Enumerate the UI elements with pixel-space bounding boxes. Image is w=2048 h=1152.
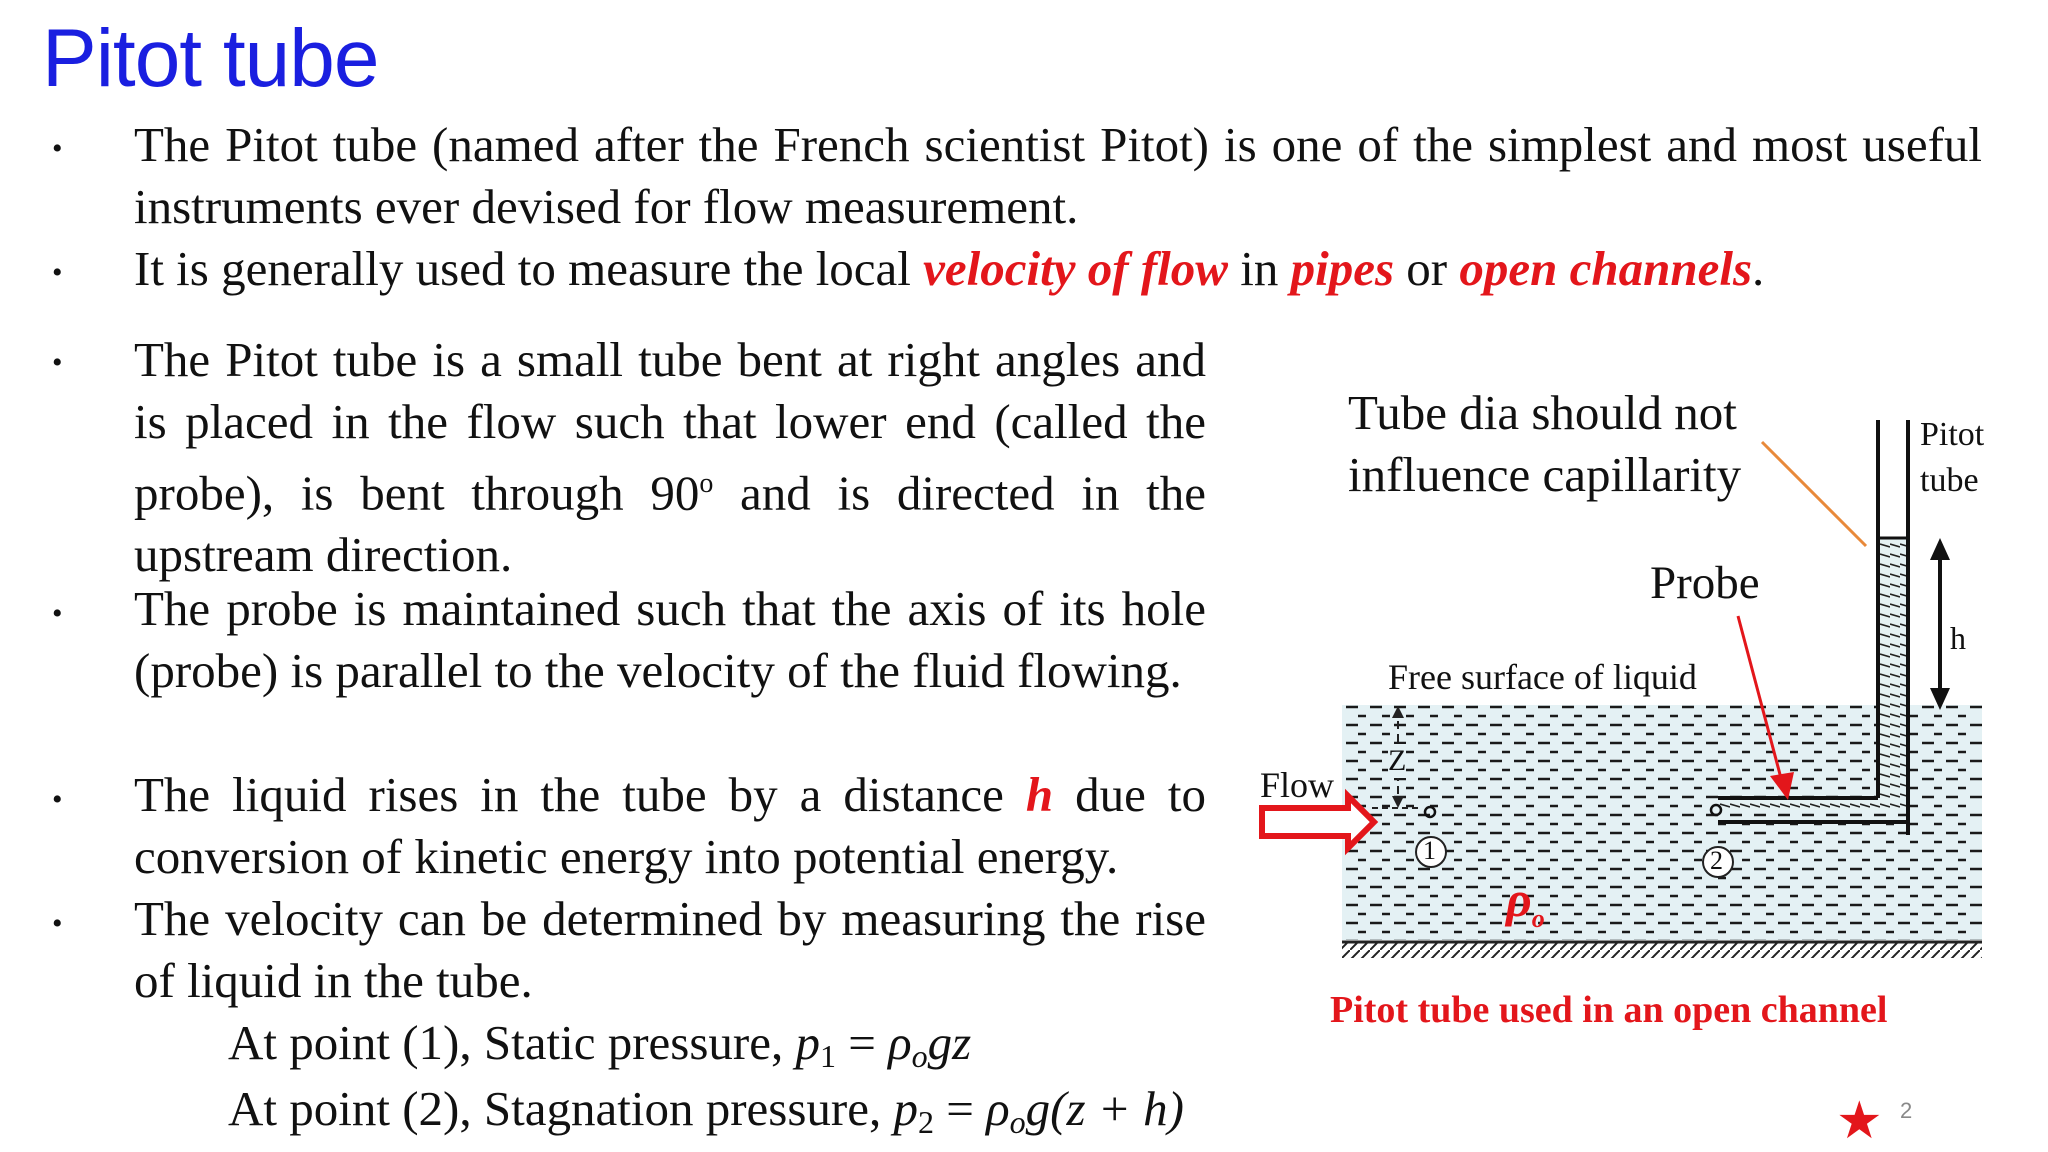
formula-label: At point (2), Stagnation pressure, xyxy=(228,1081,894,1136)
detail-paragraph-2: The probe is maintained such that the axis of its hole (probe) is parallel to the velocity of the fluid flowing. xyxy=(134,581,1206,698)
formula-subscript: 1 xyxy=(819,1038,836,1074)
free-surface-label: Free surface of liquid xyxy=(1388,657,1697,697)
bullet-marker: • xyxy=(52,597,63,630)
text-run: due to conversion of kinetic energy into potential energy. xyxy=(134,767,1206,884)
bullet-marker: • xyxy=(52,907,63,940)
capillarity-note-line-2: influence capillarity xyxy=(1348,447,1742,502)
text-run: The Pitot tube is a small tube bent at right angles and is placed in the flow such that lower end (called the probe), is bent through 90 xyxy=(134,332,1206,521)
formula-symbol: ρ xyxy=(888,1015,912,1070)
highlight-velocity: velocity of flow xyxy=(923,241,1228,296)
highlight-open-channels: open channels xyxy=(1459,241,1753,296)
formula-symbol: g(z + h) xyxy=(1025,1081,1184,1136)
formula-symbol: ρ xyxy=(986,1081,1010,1136)
formula-symbol: gz xyxy=(927,1015,972,1070)
text-run: It is generally used to measure the local xyxy=(134,241,924,296)
text-run: or xyxy=(1394,241,1460,296)
text-run: in xyxy=(1227,241,1291,296)
z-label: Z xyxy=(1388,744,1407,777)
slide-title: Pitot tube xyxy=(42,13,379,104)
formula-equals: = xyxy=(933,1081,987,1136)
channel-bed xyxy=(1342,942,1982,958)
rho-letter: ρ xyxy=(1506,871,1532,927)
detail-paragraph-4: The velocity can be determined by measuring the rise of liquid in the tube. xyxy=(134,891,1206,1008)
density-symbol xyxy=(1506,870,1545,934)
highlight-pipes: pipes xyxy=(1290,241,1395,296)
pitot-label-line-1: Pitot xyxy=(1920,416,1985,453)
bullet-marker: • xyxy=(52,346,63,379)
text-run: The liquid rises in the tube by a distance xyxy=(134,767,1026,822)
bullet-marker: • xyxy=(52,132,63,165)
h-arrow-head-up xyxy=(1930,538,1950,560)
star-icon: ★ xyxy=(1836,1093,1883,1150)
point-1-label: 1 xyxy=(1423,836,1436,865)
text-run: . xyxy=(1752,241,1765,296)
formula-subscript: 2 xyxy=(917,1104,934,1140)
intro-paragraph-1: The Pitot tube (named after the French scientist Pitot) is one of the simplest and most useful instruments ever devised for flow measurement. xyxy=(134,117,1982,234)
capillarity-leader-line xyxy=(1762,442,1866,546)
formula-label: At point (1), Static pressure, xyxy=(228,1015,796,1070)
formula-symbol: p xyxy=(893,1081,918,1136)
diagram-caption: Pitot tube used in an open channel xyxy=(1330,989,1888,1031)
highlight-h: h xyxy=(1025,767,1054,822)
formula-symbol: p xyxy=(795,1015,820,1070)
formula-subscript: o xyxy=(1009,1104,1026,1140)
formula-subscript: o xyxy=(911,1038,928,1074)
capillarity-note-line-1: Tube dia should not xyxy=(1348,385,1737,440)
page-number: 2 xyxy=(1900,1098,1913,1123)
probe-label: Probe xyxy=(1650,557,1760,609)
formula-equals: = xyxy=(835,1015,889,1070)
degree-superscript: o xyxy=(699,468,714,499)
h-label: h xyxy=(1950,620,1966,656)
point-2-label: 2 xyxy=(1710,846,1723,875)
probe-liquid xyxy=(1720,798,1908,812)
bullet-marker: • xyxy=(52,783,63,816)
rho-subscript: o xyxy=(1531,904,1545,933)
flow-label: Flow xyxy=(1260,765,1335,805)
bullet-marker: • xyxy=(52,256,63,289)
text-run: and is directed in the upstream direction. xyxy=(134,465,1206,583)
tube-liquid-column xyxy=(1878,538,1908,798)
pitot-label-line-2: tube xyxy=(1920,462,1979,499)
